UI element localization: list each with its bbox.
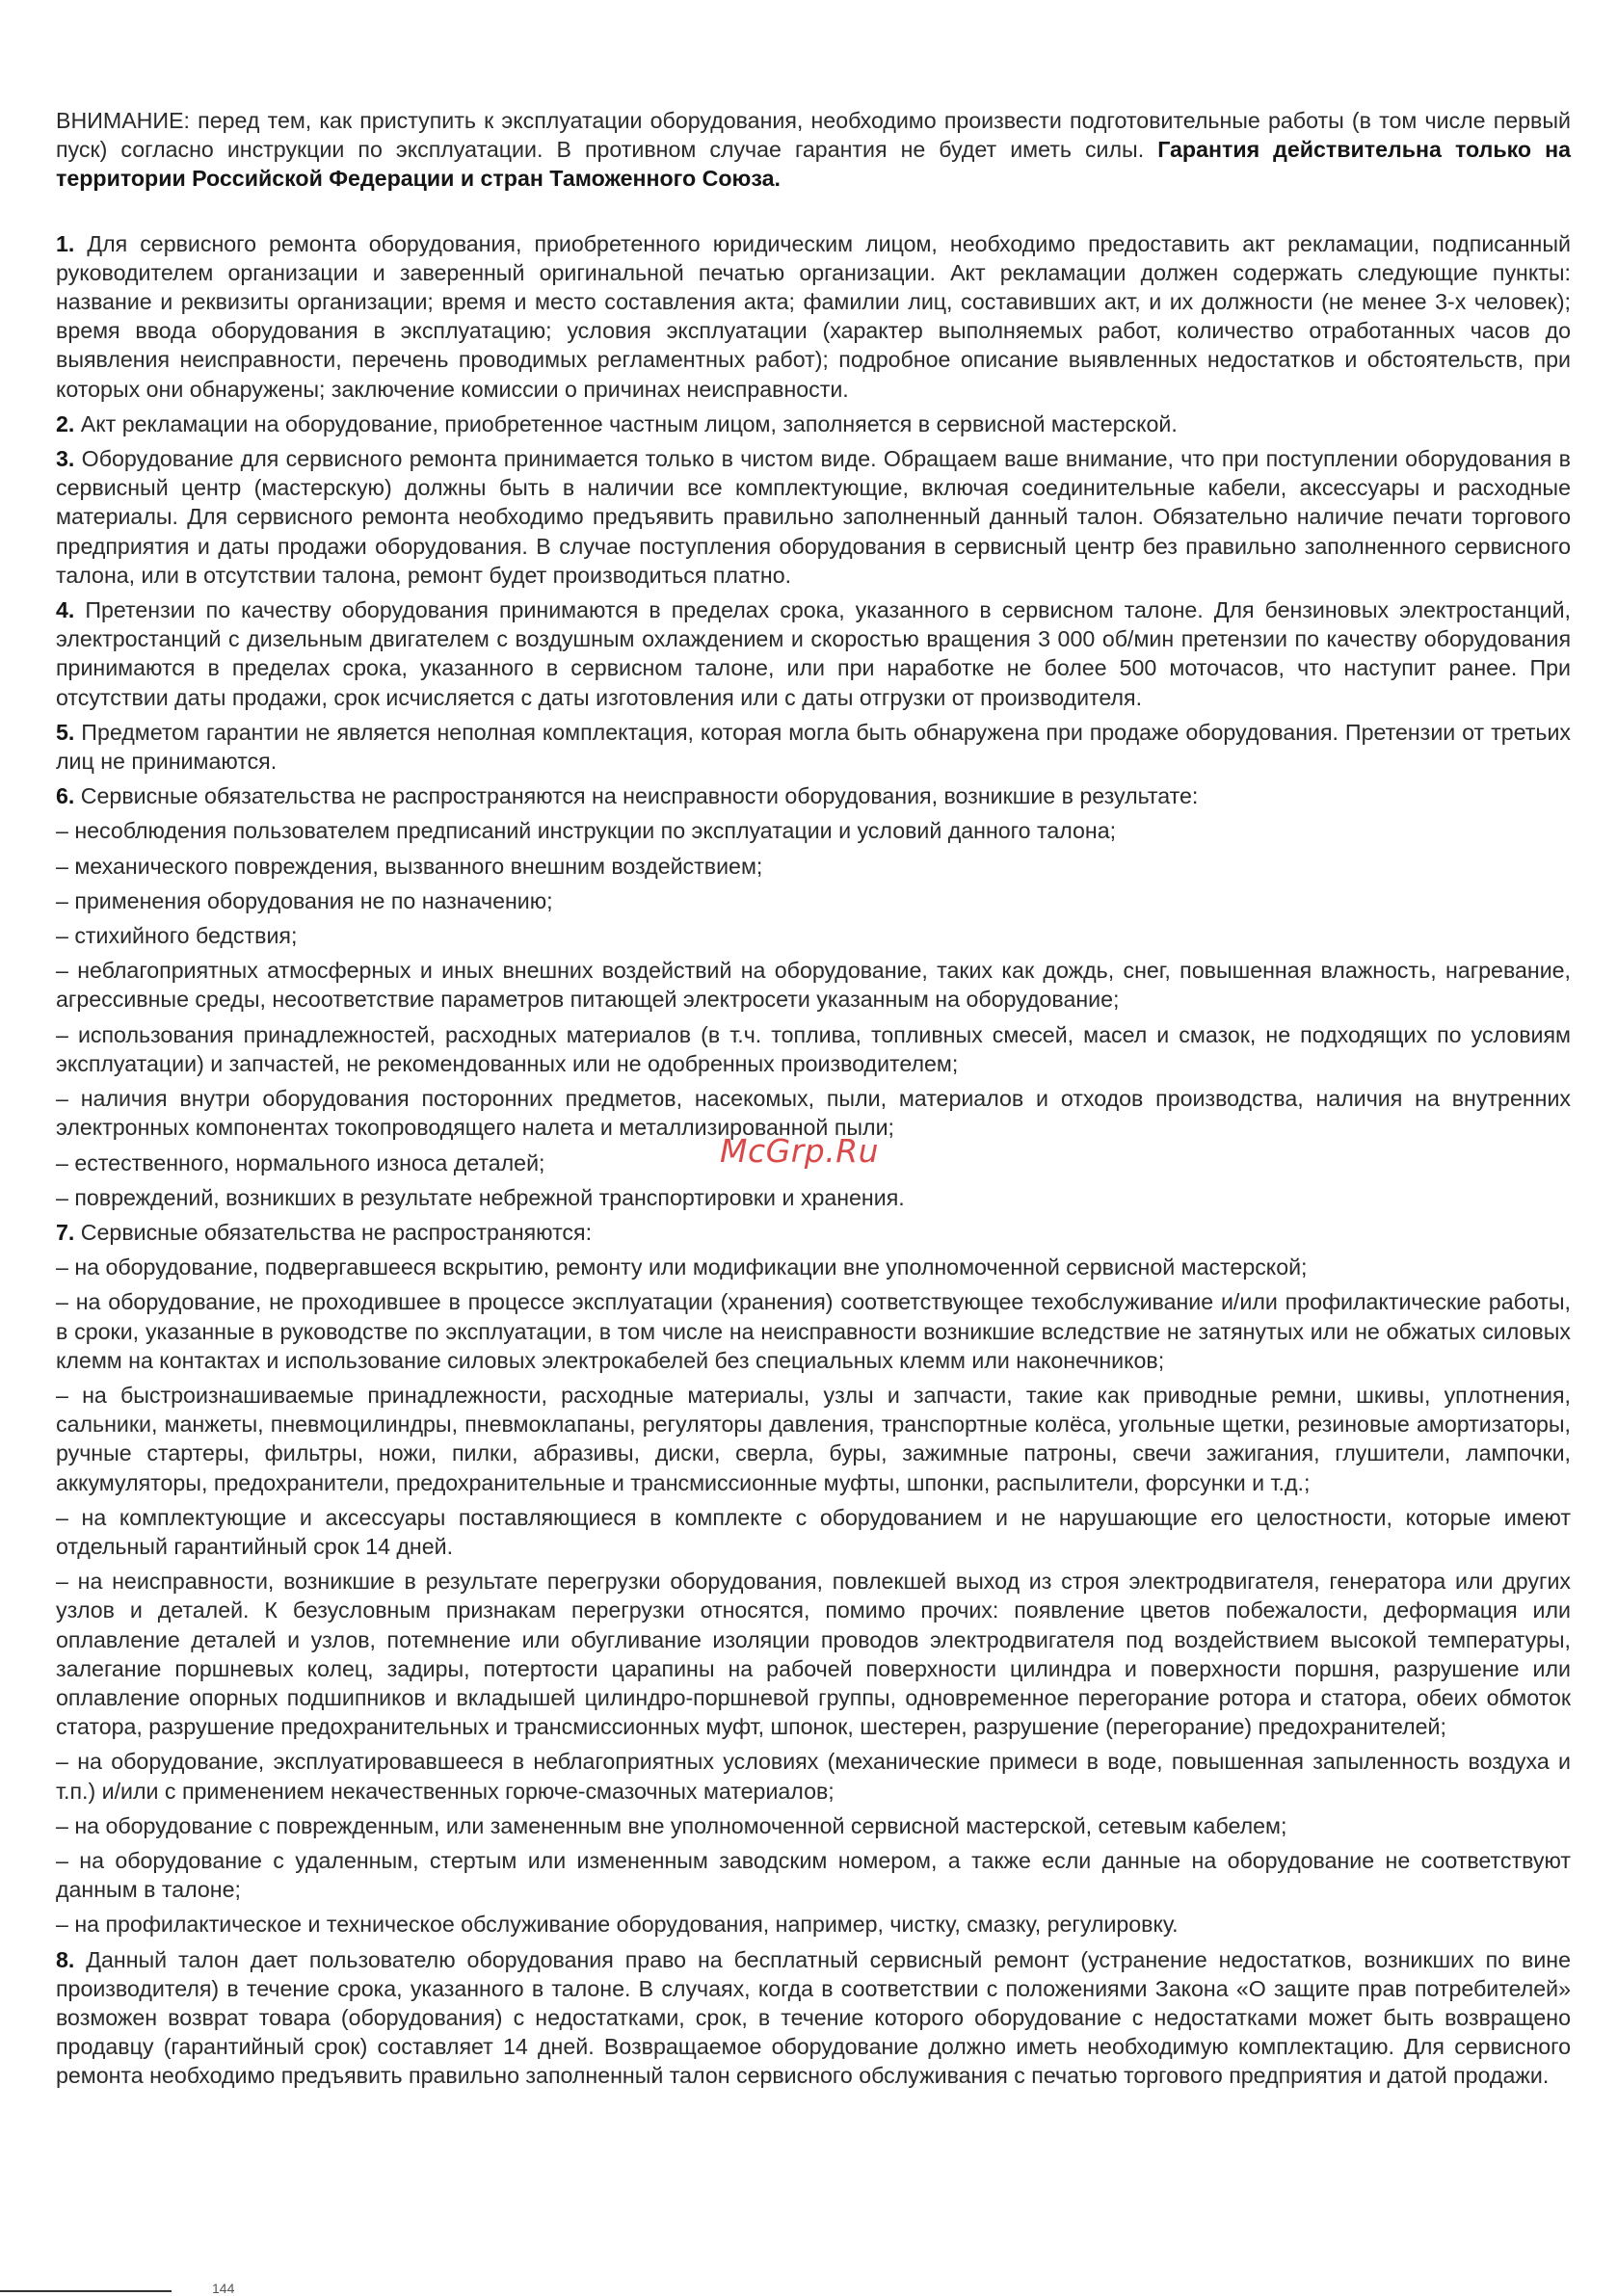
list-item: – механического повреждения, вызванного внешним воздействием; <box>56 853 763 879</box>
list-item: – несоблюдения пользователем предписаний инструкции по эксплуатации и условий данного талона; <box>56 818 1117 844</box>
clause-4 <box>56 595 1571 712</box>
list-item: – на оборудование, не проходившее в процессе эксплуатации (хранения) соответствующее техобслуживание и/или профилактические работы, в сроки, указанные в руководстве по эксплуатации, в том числе на неисправности возникшие вследствие не затянутых или не обжатых силовых клемм на контактах и использование силовых электрокабелей без специальных клемм или наконечников; <box>56 1289 1571 1373</box>
list-item: – на оборудование с удаленным, стертым или измененным заводским номером, а также если данные на оборудование не соответствуют данным в талоне; <box>56 1847 1571 1903</box>
clause-number: 3. <box>56 446 75 472</box>
list-item: – использования принадлежностей, расходных материалов (в т.ч. топлива, топливных смесей, масел и смазок, не подходящих по условиям эксплуатации) и запчастей, не рекомендованных или не одобренных производителем; <box>56 1021 1571 1076</box>
list-item: – на оборудование с поврежденным, или замененным вне уполномоченной сервисной мастерской, сетевым кабелем; <box>56 1812 1287 1838</box>
clause-number: 1. <box>56 230 75 256</box>
clause-1 <box>56 229 1571 404</box>
list-item: – стихийного бедствия; <box>56 923 298 949</box>
list-item: – на профилактическое и техническое обслуживание оборудования, например, чистку, смазку, регулировку. <box>56 1912 1179 1938</box>
intro-text: ВНИМАНИЕ: перед тем, как приступить к эксплуатации оборудования, необходимо произвести подготовительные работы (в том числе первый пуск) согласно инструкции по эксплуатации. В противном случае гарантия не будет иметь силы. <box>56 108 1571 163</box>
clause-number: 5. <box>56 719 75 745</box>
list-item: – естественного, нормального износа деталей; <box>56 1149 545 1175</box>
list-item: – наличия внутри оборудования посторонних предметов, насекомых, пыли, материалов и отходов производства, наличия на внутренних электронных компонентах токопроводящего налета и металлизированной пыли; <box>56 1086 1571 1141</box>
list-item: – на комплектующие и аксессуары поставляющиеся в комплекте с оборудованием и не нарушающие его целостности, которые имеют отдельный гарантийный срок 14 дней. <box>56 1504 1571 1559</box>
clause-number: 2. <box>56 410 75 436</box>
list-item: – на неисправности, возникшие в результате перегрузки оборудования, повлекшей выход из строя электродвигателя, генератора или других узлов и деталей. К безусловным признакам перегрузки относятся, помимо прочих: появление цветов побежалости, деформация или оплавление деталей и узлов, потемнение или обугливание изоляции проводов электродвигателя под воздействием высокой температуры, залегание поршневых колец, задиры, потертости царапины на рабочей поверхности цилиндра и поверхности поршня, разрушение или оплавление опорных подшипников и вкладышей цилиндро-поршневой группы, одновременное перегорание ротора и статора, обеих обмоток статора, разрушение предохранительных и трансмиссионных муфт, шпонок, шестерен, разрушение (перегорание) предохранителей; <box>56 1569 1571 1740</box>
list-item: – применения оборудования не по назначению; <box>56 887 553 913</box>
footer-rule <box>0 2290 172 2292</box>
clause-text: Предметом гарантии не является неполная комплектация, которая могла быть обнаружена при продаже оборудования. Претензии от третьих лиц не принимаются. <box>56 719 1571 775</box>
clause-text: Сервисные обязательства не распространяются: <box>74 1219 593 1245</box>
clause-number: 4. <box>56 597 75 623</box>
list-item: – на быстроизнашиваемые принадлежности, расходные материалы, узлы и запчасти, такие как приводные ремни, шкивы, уплотнения, сальники, манжеты, пневмоцилиндры, пневмоклапаны, регуляторы давления, транспортные колёса, угольные щетки, резиновые амортизаторы, ручные стартеры, фильтры, ножи, пилки, абразивы, диски, сверла, буры, зажимные патроны, свечи зажигания, глушители, лампочки, аккумуляторы, предохранители, предохранительные и трансмиссионные муфты, шпонки, распылители, форсунки и т.д.; <box>56 1382 1571 1495</box>
watermark: McGrp.Ru <box>720 1132 880 1170</box>
clause-5 <box>56 718 1571 776</box>
clause-text: Сервисные обязательства не распространяются на неисправности оборудования, возникшие в результате: <box>74 783 1199 809</box>
clause-2 <box>56 409 1571 438</box>
clause-number: 8. <box>56 1946 75 1972</box>
clause-number: 7. <box>56 1219 75 1245</box>
clause-text: Претензии по качеству оборудования принимаются в пределах срока, указанного в сервисном талоне. Для бензиновых электростанций, электростанций с дизельным двигателем с воздушным охлаждением и скоростью вращения 3 000 об/мин претензии по качеству оборудования принимаются в пределах срока, указанного в сервисном талоне, или при наработке не более 500 моточасов, что наступит ранее. При отсутствии даты продажи, срок исчисляется с даты изготовления или с даты отгрузки от производителя. <box>56 597 1571 710</box>
warranty-terms-page <box>56 106 1571 2097</box>
clause-text: Оборудование для сервисного ремонта принимается только в чистом виде. Обращаем ваше внимание, что при поступлении оборудования в сервисный центр (мастерскую) должны быть в наличии все комплектующие, включая соединительные кабели, аксессуары и расходные материалы. Для сервисного ремонта необходимо предъявить правильно заполненный данный талон. Обязательно наличие печати торгового предприятия и даты продажи оборудования. В случае поступления оборудования в сервисный центр без правильно заполненного сервисного талона, или в отсутствии талона, ремонт будет производиться платно. <box>56 446 1571 588</box>
list-item: – неблагоприятных атмосферных и иных внешних воздействий на оборудование, таких как дождь, снег, повышенная влажность, нагревание, агрессивные среды, несоответствие параметров питающей электросети указанным на оборудование; <box>56 958 1571 1013</box>
page-number: 144 <box>212 2281 235 2296</box>
clause-6 <box>56 781 1571 810</box>
clause-number: 6. <box>56 783 75 809</box>
clause-text: Для сервисного ремонта оборудования, приобретенного юридическим лицом, необходимо предоставить акт рекламации, подписанный руководителем организации и заверенный оригинальной печатью организации. Акт рекламации должен содержать следующие пункты: название и реквизиты организации; время и место составления акта; фамилии лиц, составивших акт, и их должности (не менее 3-х человек); время ввода оборудования в эксплуатацию; условия эксплуатации (характер выполняемых работ, количество отработанных часов до выявления неисправности, перечень проводимых регламентных работ); подробное описание выявленных недостатков и обстоятельств, при которых они обнаружены; заключение комиссии о причинах неисправности. <box>56 230 1571 402</box>
intro-paragraph <box>56 106 1571 194</box>
clause-8 <box>56 1945 1571 2091</box>
intro-bold: Гарантия действительна только на территории Российской Федерации и стран Таможенного Союза. <box>56 137 1571 192</box>
clause-text: Данный талон дает пользователю оборудования право на бесплатный сервисный ремонт (устранение недостатков, возникших по вине производителя) в течение срока, указанного в талоне. В случаях, когда в соответствии с положениями Закона «О защите прав потребителей» возможен возврат товара (оборудования) с недостатками, срок, в течение которого оборудование с недостатками может быть возвращено продавцу (гарантийный срок) составляет 14 дней. Возвращаемое оборудование должно иметь необходимую комплектацию. Для сервисного ремонта необходимо предъявить правильно заполненный талон сервисного обслуживания с печатью торгового предприятия и датой продажи. <box>56 1946 1571 2089</box>
list-item: – на оборудование, эксплуатировавшееся в неблагоприятных условиях (механические примеси в воде, повышенная запыленность воздуха и т.п.) и/или с применением некачественных горюче-смазочных материалов; <box>56 1749 1571 1804</box>
clause-3 <box>56 444 1571 590</box>
clause-7 <box>56 1218 1571 1247</box>
clause-text: Акт рекламации на оборудование, приобретенное частным лицом, заполняется в сервисной мастерской. <box>74 410 1178 436</box>
list-item: – на оборудование, подвергавшееся вскрытию, ремонту или модификации вне уполномоченной сервисной мастерской; <box>56 1254 1308 1280</box>
list-item: – повреждений, возникших в результате небрежной транспортировки и хранения. <box>56 1184 905 1210</box>
